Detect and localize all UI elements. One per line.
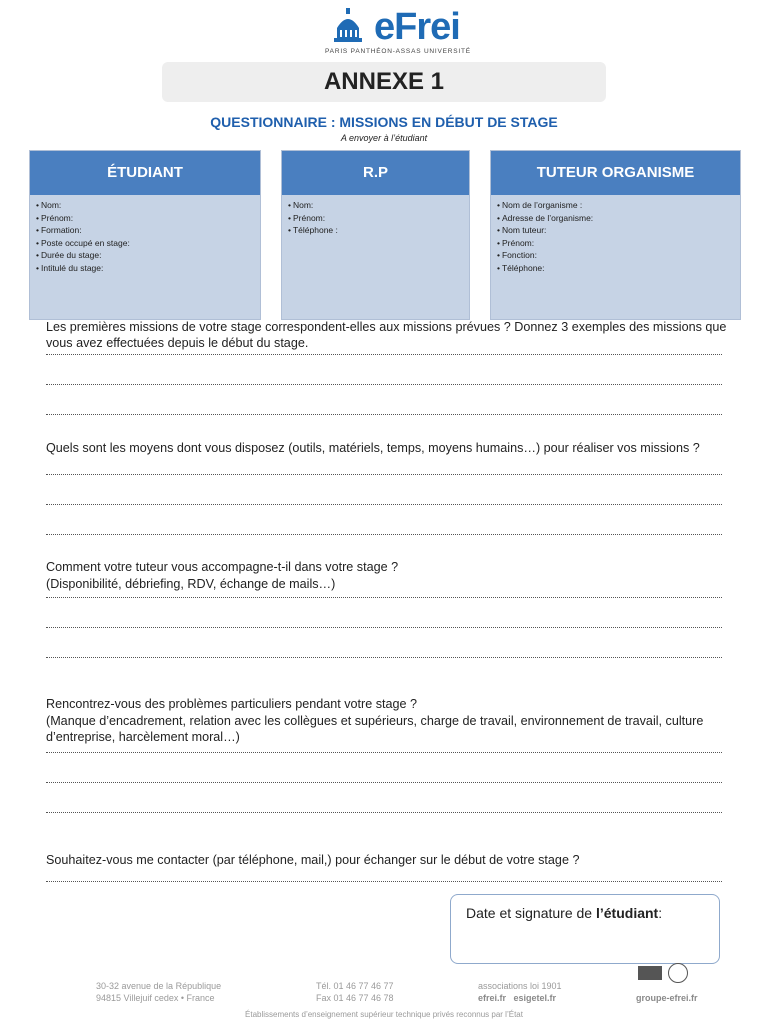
tuteur-fields xyxy=(491,195,740,275)
link-esigetel[interactable]: esigetel.fr xyxy=(513,993,557,1003)
question-moyens: Quels sont les moyens dont vous disposez (outils, matériels, temps, moyens humains…) pour réaliser vos missions ? xyxy=(46,441,700,455)
question-tuteur: Comment votre tuteur vous accompagne-t-il dans votre stage ? xyxy=(46,560,399,574)
iso-certification-icon xyxy=(638,966,662,980)
answer-line[interactable] xyxy=(46,656,722,658)
field-prenom: • Prénom: xyxy=(288,212,469,225)
footer-address: 30-32 avenue de la République 94815 Villejuif cedex • France xyxy=(96,981,222,1003)
questionnaire-title: QUESTIONNAIRE : MISSIONS EN DÉBUT DE STAGE xyxy=(210,114,558,130)
question-problemes-detail: (Manque d’encadrement, relation avec les collègues et supérieurs, charge de travail, environnement de travail, culture d’entreprise, harcèlement moral…) xyxy=(46,714,704,744)
answer-line[interactable] xyxy=(46,626,722,628)
link-efrei[interactable]: efrei.fr xyxy=(478,993,507,1003)
footer-groupe-link[interactable]: groupe-efrei.fr xyxy=(636,993,698,1003)
annex-title: ANNEXE 1 xyxy=(162,62,606,102)
signature-box[interactable] xyxy=(450,894,720,964)
logo-wordmark: eFrei xyxy=(374,6,460,48)
field-intitule: • Intitulé du stage: xyxy=(36,262,260,275)
etudiant-fields xyxy=(30,195,260,275)
rp-box-title: R.P xyxy=(282,151,469,195)
question-missions: Les premières missions de votre stage correspondent-elles aux missions prévues ? Donnez 3 exemples des missions que vous avez effectuées depuis le début du stage. xyxy=(46,320,727,350)
etudiant-box xyxy=(29,150,261,320)
field-prenom: • Prénom: xyxy=(36,212,260,225)
pantheon-icon xyxy=(328,6,368,46)
answer-line[interactable] xyxy=(46,533,722,535)
efrei-logo xyxy=(318,6,478,58)
answer-line[interactable] xyxy=(46,781,722,783)
field-duree: • Durée du stage: xyxy=(36,249,260,262)
answer-line[interactable] xyxy=(46,751,722,753)
field-fonction: • Fonction: xyxy=(497,249,740,262)
answer-line[interactable] xyxy=(46,413,722,415)
question-problemes: Rencontrez-vous des problèmes particuliers pendant votre stage ? xyxy=(46,697,418,711)
answer-line[interactable] xyxy=(46,383,722,385)
answer-line[interactable] xyxy=(46,880,722,882)
footer-legal-notice: Établissements d’enseignement supérieur technique privés reconnus par l’État xyxy=(245,1010,523,1019)
field-telephone: • Téléphone: xyxy=(497,262,740,275)
field-nom: • Nom: xyxy=(36,199,260,212)
answer-line[interactable] xyxy=(46,503,722,505)
field-nom-tuteur: • Nom tuteur: xyxy=(497,224,740,237)
question-tuteur-detail: (Disponibilité, débriefing, RDV, échange de mails…) xyxy=(46,577,336,591)
field-nom-organisme: • Nom de l’organisme : xyxy=(497,199,740,212)
field-prenom: • Prénom: xyxy=(497,237,740,250)
tuteur-box-title: TUTEUR ORGANISME xyxy=(491,151,740,195)
question-contact: Souhaitez-vous me contacter (par téléphone, mail,) pour échanger sur le début de votre stage ? xyxy=(46,853,580,867)
field-poste: • Poste occupé en stage: xyxy=(36,237,260,250)
tuteur-box xyxy=(490,150,741,320)
field-nom: • Nom: xyxy=(288,199,469,212)
signature-label: Date et signature de l’étudiant: xyxy=(466,905,663,921)
etudiant-box-title: ÉTUDIANT xyxy=(30,151,260,195)
questionnaire-subtitle: A envoyer à l’étudiant xyxy=(340,133,428,143)
answer-line[interactable] xyxy=(46,596,722,598)
answer-line[interactable] xyxy=(46,353,722,355)
logo-subtitle: PARIS PANTHÉON-ASSAS UNIVERSITÉ xyxy=(325,48,471,55)
footer-sites: associations loi 1901 efrei.fr esigetel.fr xyxy=(478,981,562,1003)
answer-line[interactable] xyxy=(46,473,722,475)
answer-line[interactable] xyxy=(46,811,722,813)
rp-fields xyxy=(282,195,469,237)
footer-phone: Tél. 01 46 77 46 77 Fax 01 46 77 46 78 xyxy=(316,981,394,1003)
field-telephone: • Téléphone : xyxy=(288,224,469,237)
quality-seal-icon xyxy=(668,963,688,983)
field-adresse-organisme: • Adresse de l’organisme: xyxy=(497,212,740,225)
rp-box xyxy=(281,150,470,320)
field-formation: • Formation: xyxy=(36,224,260,237)
